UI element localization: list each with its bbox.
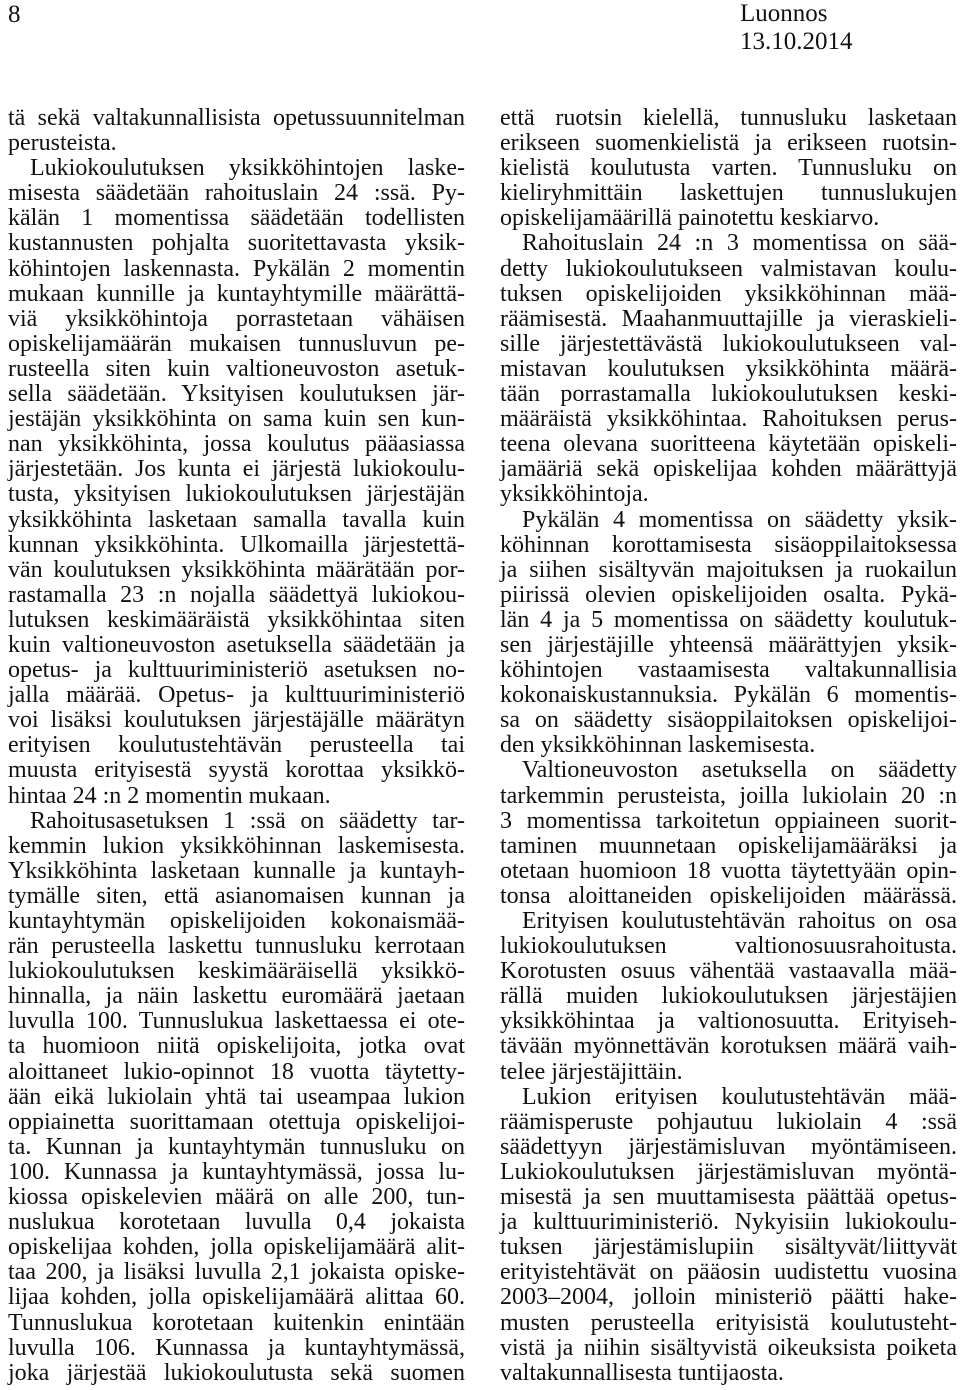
text-line: aloittaneet lukio-opinnot 18 vuotta täytetty- — [8, 1058, 465, 1085]
text-line: musten perusteella erityisistä koulutusteht- — [500, 1309, 957, 1336]
text-line: tään porrastamalla lukiokoulutuksen keski- — [500, 381, 957, 408]
text-line: jamääriä sekä opiskelijaa kohden määrättyjä — [500, 456, 957, 483]
text-line: tuksen opiskelijoiden yksikköhinnan mää- — [500, 280, 957, 307]
text-line: Erityisen koulutustehtävän rahoitus on osa — [522, 908, 957, 934]
paragraph — [500, 231, 957, 507]
text-line: tä sekä valtakunnallisista opetussuunnitelman — [8, 105, 465, 131]
text-line: sa on säädetty sisäoppilaitoksen opiskelijoi- — [500, 707, 957, 734]
text-line: luvulla 106. Kunnassa ja kuntayhtymässä, — [8, 1334, 465, 1361]
text-line: telee järjestäjittäin. — [500, 1058, 683, 1085]
text-line: hintaa 24 :n 2 momentin mukaan. — [8, 782, 331, 809]
text-line: lutuksen keskimääräistä yksikköhintaa siten — [8, 606, 465, 633]
text-line: erikseen suomenkielistä ja erikseen ruotsin- — [500, 130, 957, 157]
text-line: valtakunnallisesta tuntijaosta. — [500, 1359, 784, 1386]
text-line: kiossa opiskelevien määrä on alle 200, tun- — [8, 1184, 465, 1211]
text-line: mukaan kunnille ja kuntayhtymille määrättä- — [8, 280, 465, 307]
text-line: ja siihen sisältyvän majoituksen ja ruokailun — [500, 556, 957, 583]
text-line: rusteella siten kuin valtioneuvoston asetuk- — [8, 355, 465, 382]
draft-date: 13.10.2014 — [740, 28, 853, 55]
text-line: kieliryhmittäin laskettujen tunnuslukujen — [500, 180, 957, 207]
text-line: jestäjän yksikköhinta on sama kuin sen kun- — [8, 406, 465, 433]
text-line: Rahoitusasetuksen 1 :ssä on säädetty tar- — [30, 807, 465, 834]
text-line: Korotusten osuus vähentää vastaavalla mää- — [500, 958, 957, 985]
text-line: hinnalla, ja näin laskettu euromäärä jaetaan — [8, 983, 465, 1010]
text-line: tävään myönnettävän korotuksen määrä vaih- — [500, 1033, 957, 1060]
text-line: misesta säädetään rahoituslain 24 :ssä. Py- — [8, 180, 465, 207]
text-line: sen järjestäjille yhteensä määrättyjen yksik- — [500, 631, 957, 658]
text-line: den yksikköhinnan laskemisesta. — [500, 732, 816, 759]
text-line: detty lukiokoulutukseen valmistavan koulu- — [500, 255, 957, 282]
text-line: yksikköhinta lasketaan samalla tavalla kuin — [8, 506, 465, 533]
text-line: lijaa kohden, jolla opiskelijamäärä alittaa 60. — [8, 1284, 465, 1311]
text-line: muusta erityisestä syystä korottaa yksikkö- — [8, 757, 465, 784]
text-line: kielistä koulutusta varten. Tunnusluku on — [500, 155, 957, 182]
text-line: nuslukua korotetaan luvulla 0,4 jokaista — [8, 1209, 465, 1236]
text-line: piirissä olevien opiskelijoiden osalta. Pykä- — [500, 581, 957, 608]
text-line: sille järjestettävästä lukiokoulutukseen val- — [500, 330, 957, 357]
text-line: köhintojen vastaamisesta valtakunnallisia — [500, 657, 957, 684]
text-line: räämisestä. Maahanmuuttajille ja vieraskieli- — [500, 305, 957, 332]
text-line: opiskelijaa kohden, jolla opiskelijamäärä alit- — [8, 1234, 465, 1261]
text-line: viä yksikköhintoja porrastetaan vähäisen — [8, 305, 465, 332]
text-line: 100. Kunnassa ja kuntayhtymässä, jossa lu- — [8, 1158, 465, 1185]
text-line: tymälle siten, että asianomaisen kunnan ja — [8, 882, 465, 909]
text-line: teena olevana suoritteena käytetään opiskeli- — [500, 431, 957, 458]
text-line: rän perusteella laskettu tunnusluku kerrotaan — [8, 933, 465, 960]
text-line: luvulla 100. Tunnuslukua laskettaessa ei ote- — [8, 1008, 465, 1035]
text-line: yksikköhintoja. — [500, 481, 649, 508]
right-column — [500, 106, 957, 1386]
text-line: vistä ja niihin sisältyvistä oikeuksista poiketa — [500, 1334, 957, 1361]
text-line: misestä ja sen muuttamisesta päättää opetus- — [500, 1184, 957, 1211]
text-line: määräistä yksikköhintaa. Rahoituksen perus- — [500, 406, 957, 433]
text-line: perusteista. — [8, 130, 117, 157]
text-line: opiskelijamäärän mukaisen tunnusluvun pe- — [8, 330, 465, 357]
text-line: säädettyyn järjestämisluvan myöntämiseen. — [500, 1133, 957, 1160]
text-line: Lukion erityisen koulutustehtävän mää- — [522, 1083, 957, 1110]
text-line: 2003–2004, jolloin ministeriö päätti hake- — [500, 1284, 957, 1311]
text-line: räämisperuste pohjautuu lukiolain 4 :ssä — [500, 1108, 957, 1135]
paragraph — [500, 106, 957, 231]
text-line: köhintojen laskennasta. Pykälän 2 momentin — [8, 255, 465, 282]
text-line: kuin valtioneuvoston asetuksella säädetään ja — [8, 631, 465, 658]
text-line: 3 momentissa tarkoitetun oppiaineen suorit- — [500, 807, 957, 834]
text-line: ta. Kunnan ja kuntayhtymän tunnusluku on — [8, 1133, 465, 1160]
text-line: yksikköhintaa ja valtionosuutta. Erityiseh- — [500, 1008, 957, 1035]
text-line: lukiokoulutuksen keskimääräisellä yksikkö- — [8, 958, 465, 985]
text-line: tonsa aloittaneiden opiskelijoiden määrässä. — [500, 882, 957, 909]
text-line: opiskelijamäärillä painotettu keskiarvo. — [500, 205, 880, 232]
text-line: ja kulttuuriministeriö. Nykyisiin lukiokoulu- — [500, 1209, 957, 1236]
text-line: voi lisäksi koulutuksen järjestäjälle määrätyn — [8, 707, 465, 734]
text-line: mistavan koulutuksen yksikköhinta määrä- — [500, 355, 957, 382]
text-line: Lukiokoulutuksen järjestämisluvan myöntä- — [500, 1158, 957, 1185]
text-line: erityisen koulutustehtävän perusteella tai — [8, 732, 465, 759]
text-line: rällä muiden lukiokoulutuksen järjestäjien — [500, 983, 957, 1010]
text-line: taminen muunnetaan opiskelijamääräksi ja — [500, 832, 957, 859]
text-line: kuntayhtymän opiskelijoiden kokonaismää- — [8, 908, 465, 934]
paragraph — [500, 1085, 957, 1386]
text-line: erityistehtävät on pääosin uudistettu vuosina — [500, 1259, 957, 1286]
text-line: kemmin lukion yksikköhinnan laskemisesta. — [8, 832, 465, 859]
text-line: kälän 1 momentissa säädetään todellisten — [8, 205, 465, 232]
text-line: ään eikä lukiolain yhtä tai useampaa lukion — [8, 1083, 465, 1110]
text-line: vän koulutuksen yksikköhinta määrätään por- — [8, 556, 465, 583]
text-line: sella säädetään. Yksityisen koulutuksen jär- — [8, 381, 465, 408]
text-line: opetus- ja kulttuuriministeriö asetuksen no- — [8, 657, 465, 684]
text-line: tusta, yksityisen lukiokoulutuksen järjestäjän — [8, 481, 465, 508]
paragraph — [8, 156, 465, 808]
text-line: län 4 ja 5 momentissa on säädetty koulutuk- — [500, 606, 957, 633]
draft-label: Luonnos — [740, 0, 828, 27]
text-line: lukiokoulutuksen valtionosuusrahoitusta. — [500, 933, 957, 960]
text-line: rastamalla 23 :n nojalla säädettyä lukiokou- — [8, 581, 465, 608]
page-number: 8 — [8, 1, 21, 28]
text-line: Lukiokoulutuksen yksikköhintojen laske- — [30, 155, 465, 182]
paragraph — [500, 508, 957, 759]
left-column — [8, 106, 465, 1386]
text-line: ta huomioon niitä opiskelijoita, jotka ovat — [8, 1033, 465, 1060]
text-line: järjestetään. Jos kunta ei järjestä lukiokoulu- — [8, 456, 465, 483]
paragraph — [500, 758, 957, 909]
text-line: tarkemmin perusteista, joilla lukiolain 20 :n — [500, 782, 957, 809]
text-line: Tunnuslukua korotetaan kuitenkin enintään — [8, 1309, 465, 1336]
text-line: joka järjestää lukiokoulutusta sekä suomen — [8, 1359, 465, 1386]
text-line: Rahoituslain 24 :n 3 momentissa on sää- — [522, 230, 957, 257]
text-line: Valtioneuvoston asetuksella on säädetty — [522, 757, 957, 784]
paragraph — [8, 106, 465, 156]
text-line: jalla määrää. Opetus- ja kulttuuriministeriö — [8, 682, 465, 709]
text-line: kokonaiskustannuksia. Pykälän 6 momentis- — [500, 682, 957, 709]
text-line: Pykälän 4 momentissa on säädetty yksik- — [522, 506, 957, 533]
text-line: kunnan yksikköhinta. Ulkomailla järjestettä- — [8, 531, 465, 558]
text-line: köhinnan korottamisesta sisäoppilaitoksessa — [500, 531, 957, 558]
text-line: tuksen järjestämislupiin sisältyvät/liittyvät — [500, 1234, 957, 1261]
text-line: otetaan huomioon 18 vuotta täytettyään opin- — [500, 857, 957, 884]
paragraph — [8, 809, 465, 1386]
text-line: että ruotsin kielellä, tunnusluku lasketaan — [500, 105, 957, 131]
paragraph — [500, 909, 957, 1085]
text-line: taa 200, ja lisäksi luvulla 2,1 jokaista opiske- — [8, 1259, 465, 1286]
text-line: Yksikköhinta lasketaan kunnalle ja kuntayh- — [8, 857, 465, 884]
text-line: oppiainetta suorittamaan otettuja opiskelijoi- — [8, 1108, 465, 1135]
text-line: nan yksikköhinta, jossa koulutus pääasiassa — [8, 431, 465, 458]
text-line: kustannusten pohjalta suoritettavasta yksik- — [8, 230, 465, 257]
